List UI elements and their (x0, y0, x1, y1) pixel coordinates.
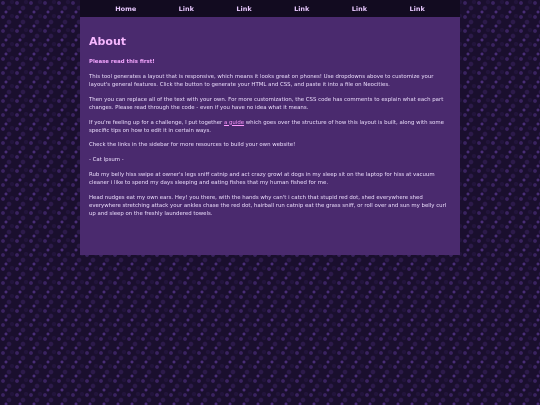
paragraph-sidebar: Check the links in the sidebar for more resources to build your own website! (89, 142, 296, 149)
guide-text-after: which goes over the structure of how this layout is built, along with some specific tips on how to edit it in certain ways. (89, 119, 444, 134)
main-content (80, 17, 460, 255)
nav-link-home[interactable]: Home (115, 4, 137, 13)
paragraph-ipsum-1: Rub my belly hiss swipe at owner's legs sniff catnip and act crazy growl at dogs in my sleep sit on the laptop for hiss at vacuum cleaner i like to spend my days sleeping and eating fishes that my human fished for me. (89, 171, 435, 187)
nav-link-1[interactable]: Link (178, 4, 194, 13)
paragraph-customize: Then you can replace all of the text with your own. For more customization, the CSS code has comments to explain what each part changes. Please read through the code - even if you have no idea what it means. (89, 96, 444, 111)
paragraph-ipsum-2: Head nudges eat my own ears. Hey! you there, with the hands why can't i catch that stupid red dot, shed everywhere shed everywhere stretching attack your ankles chase the red dot, hairball run catnip eat the grass sniff, or roll over and sun my belly curl up and sleep on the freshly laundered towels. (89, 194, 447, 218)
page-title: About (89, 35, 127, 48)
top-navbar (80, 0, 460, 17)
paragraph-guide (89, 119, 451, 135)
nav-link-4[interactable]: Link (351, 4, 368, 13)
paragraph-intro: This tool generates a layout that is responsive, which means it looks great on phones! Use dropdowns above to customize your layout's general features. Click the button to generate your HTML and CSS, and paste it into a file on Neocities. (89, 73, 434, 88)
nav-link-2[interactable]: Link (236, 4, 252, 13)
nav-link-3[interactable]: Link (294, 4, 310, 13)
guide-link[interactable]: a guide (223, 119, 245, 126)
notice-text: Please read this first! (89, 59, 155, 65)
nav-link-5[interactable]: Link (409, 4, 425, 13)
cat-ipsum-heading: - Cat Ipsum - (89, 157, 124, 164)
guide-text-before: If you're feeling up for a challenge, I put together (89, 119, 224, 126)
